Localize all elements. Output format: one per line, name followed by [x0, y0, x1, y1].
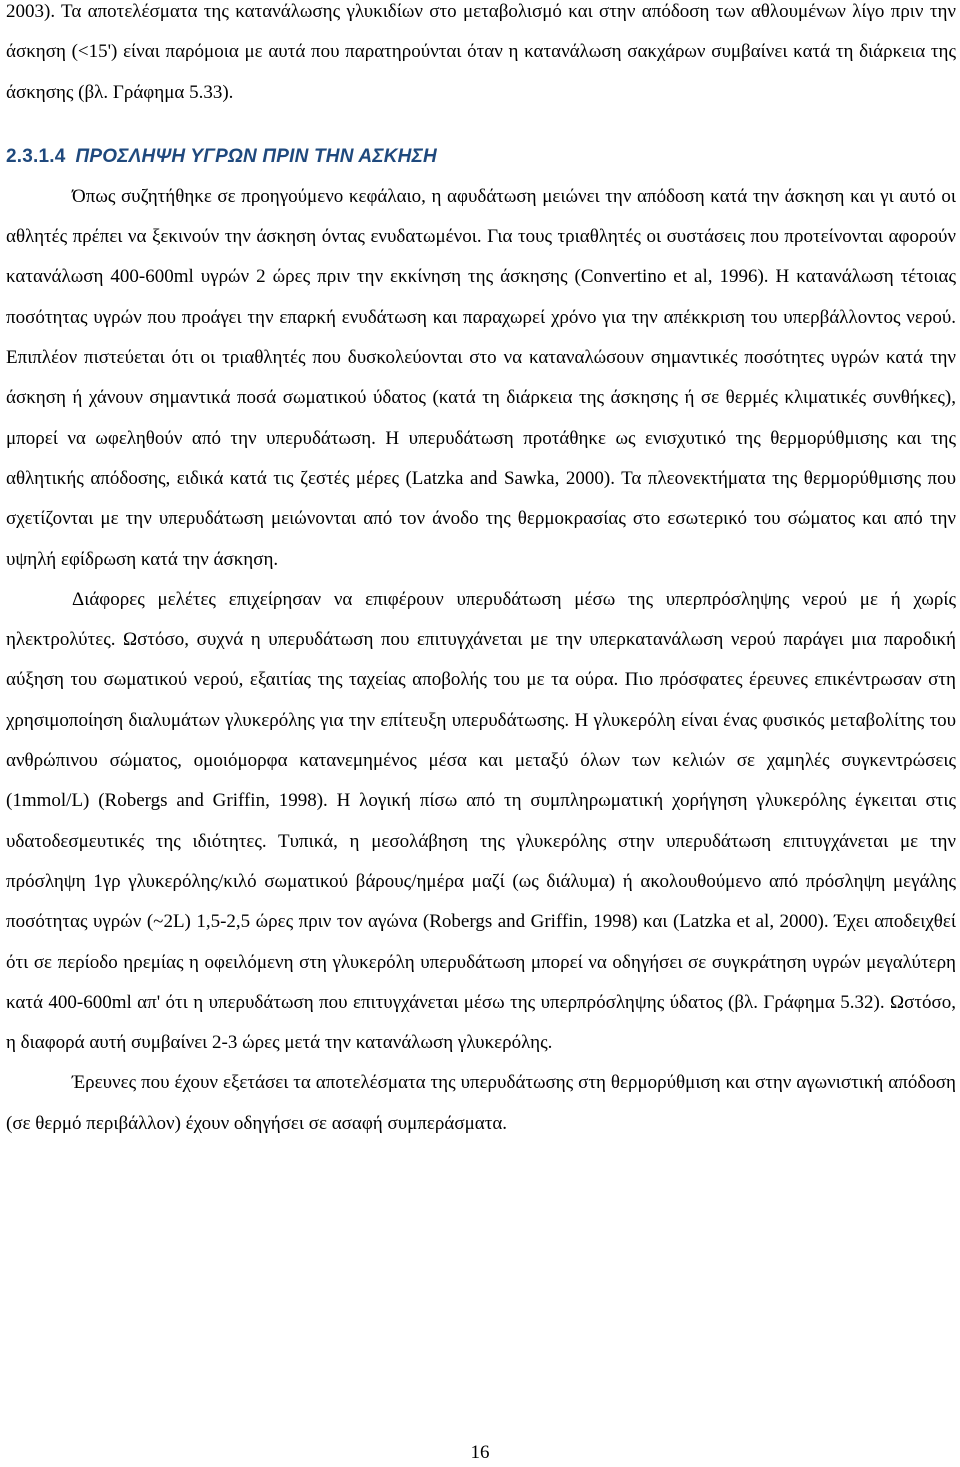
body-paragraph-2: Διάφορες μελέτες επιχείρησαν να επιφέρουν υπερυδάτωση μέσω της υπερπρόσληψης νερού με ή χωρίς ηλεκτρολύτες. Ωστόσο, συχνά η υπερυδάτωση που επιτυγχάνεται με την υπερκατανάλωση νερού παράγει μια παροδική αύξηση του σωματικού νερού, εξαιτίας της ταχείας αποβολής του με τα ούρα. Πιο πρόσφατες έρευνες επικέντρωσαν στη χρησιμοποίηση διαλυμάτων γλυκερόλης για την επίτευξη υπερυδάτωσης. Η γλυκερόλη είναι ένας φυσικός μεταβολίτης του ανθρώπινου σώματος, ομοιόμορφα κατανεμημένος μέσα και μεταξύ όλων των κελιών σε χαμηλές συγκεντρώσεις (1mmol/L) (Robergs and Griffin, 1998). Η λογική πίσω από τη συμπληρωματική χορήγηση γλυκερόλης έγκειται στις υδατοδεσμευτικές της ιδιότητες. Τυπικά, η μεσολάβηση της γλυκερόλης στην υπερυδάτωση επιτυγχάνεται με την πρόσληψη 1γρ γλυκερόλης/κιλό σωματικού βάρους/ημέρα μαζί (ως διάλυμα) ή ακολουθούμενο από πρόσληψη μεγάλης ποσότητας υγρών (~2L) 1,5-2,5 ώρες πριν τον αγώνα (Robergs and Griffin, 1998) και (Latzka et al, 2000). Έχει αποδειχθεί ότι σε περίοδο ηρεμίας η οφειλόμενη στη γλυκερόλη υπερυδάτωση μπορεί να οδηγήσει σε συγκράτηση υγρών μεγαλύτερη κατά 400-600ml απ' ότι η υπερυδάτωση που επιτυγχάνεται μέσω της υπερπρόσληψης ύδατος (βλ. Γράφημα 5.32). Ωστόσο, η διαφορά αυτή συμβαίνει 2-3 ώρες μετά την κατανάλωση γλυκερόλης.	[6, 588, 956, 1054]
document-page	[6, 0, 956, 1144]
page-number: 16	[470, 1442, 490, 1463]
body-paragraph-3: Έρευνες που έχουν εξετάσει τα αποτελέσματα της υπερυδάτωσης στη θερμορύθμιση και στην αγωνιστική απόδοση (σε θερμό περιβάλλον) έχουν οδηγήσει σε ασαφή συμπεράσματα.	[6, 1072, 956, 1134]
section-title: ΠΡΟΣΛΗΨΗ ΥΓΡΩΝ ΠΡΙΝ ΤΗΝ ΑΣΚΗΣΗ	[75, 145, 437, 167]
section-number: 2.3.1.4	[6, 145, 66, 167]
intro-paragraph: 2003). Τα αποτελέσματα της κατανάλωσης γλυκιδίων στο μεταβολισμό και στην απόδοση των αθλουμένων λίγο πριν την άσκηση (<15') είναι παρόμοια με αυτά που παρατηρούνται όταν η κατανάλωση σακχάρων συμβαίνει κατά τη διάρκεια της άσκησης (βλ. Γράφημα 5.33).	[6, 1, 956, 103]
section-heading	[6, 137, 956, 177]
body-paragraph-1: Όπως συζητήθηκε σε προηγούμενο κεφάλαιο, η αφυδάτωση μειώνει την απόδοση κατά την άσκηση και γι αυτό οι αθλητές πρέπει να ξεκινούν την άσκηση όντας ενυδατωμένοι. Για τους τριαθλητές οι συστάσεις που προτείνονται αφορούν κατανάλωση 400-600ml υγρών 2 ώρες πριν την εκκίνηση της άσκησης (Convertino et al, 1996). Η κατανάλωση τέτοιας ποσότητας υγρών που προάγει την επαρκή ενυδάτωση και παραχωρεί χρόνο για την απέκκριση του υπερβάλλοντος νερού. Επιπλέον πιστεύεται ότι οι τριαθλητές που δυσκολεύονται στο να καταναλώσουν σημαντικές ποσότητες υγρών κατά την άσκηση ή χάνουν σημαντικά ποσά σωματικού ύδατος (κατά τη διάρκεια της άσκησης ή σε θερμές κλιματικές συνθήκες), μπορεί να ωφεληθούν από την υπερυδάτωση. Η υπερυδάτωση προτάθηκε ως ενισχυτικό της θερμορύθμισης και της αθλητικής απόδοσης, ειδικά κατά τις ζεστές μέρες (Latzka and Sawka, 2000). Τα πλεονεκτήματα της θερμορύθμισης που σχετίζονται με την υπερυδάτωση μειώνονται από τον άνοδο της θερμοκρασίας στο εσωτερικό του σώματος και από την υψηλή εφίδρωση κατά την άσκηση.	[6, 185, 956, 570]
